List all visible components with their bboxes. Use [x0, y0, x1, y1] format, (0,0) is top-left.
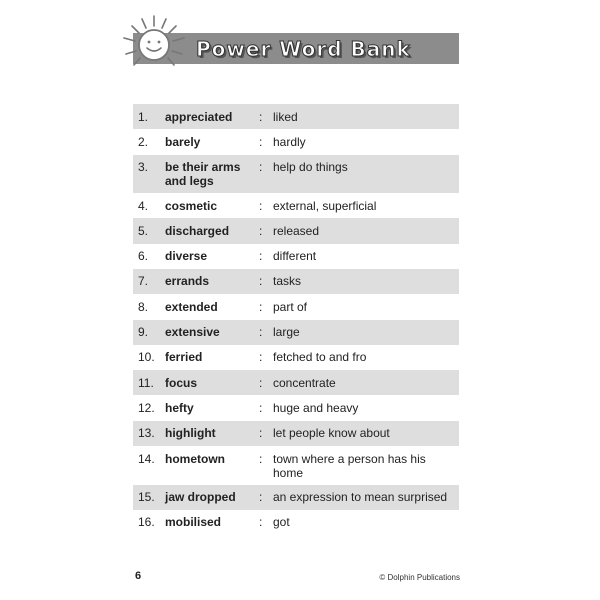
row-number: 13.	[138, 426, 155, 441]
row-number: 5.	[138, 223, 149, 238]
table-row	[133, 320, 459, 345]
vocabulary-word: diverse	[165, 249, 208, 264]
word-meaning: hardly	[273, 134, 306, 149]
vocabulary-word: cosmetic	[165, 198, 218, 213]
vocabulary-word: ferried	[165, 350, 203, 365]
row-number: 7.	[138, 274, 149, 289]
separator: :	[259, 350, 263, 365]
word-meaning: town where a person has his home	[273, 451, 426, 480]
word-meaning: help do things	[273, 160, 348, 175]
word-meaning: an expression to mean surprised	[273, 490, 448, 505]
separator: :	[259, 299, 263, 314]
separator: :	[259, 198, 263, 213]
separator: :	[259, 223, 263, 238]
vocabulary-word: focus	[165, 375, 198, 390]
separator: :	[259, 325, 263, 340]
row-number: 15.	[138, 490, 155, 505]
table-row	[133, 345, 459, 370]
vocabulary-word: barely	[165, 134, 201, 149]
word-meaning: concentrate	[273, 375, 336, 390]
table-row	[133, 155, 459, 194]
page-number: 6	[135, 570, 142, 582]
row-number: 4.	[138, 198, 149, 213]
vocabulary-word: be their arms and legs	[165, 160, 241, 189]
word-meaning: let people know about	[273, 426, 390, 441]
page-title: Power Word Bank	[196, 37, 411, 61]
table-row	[133, 129, 459, 154]
sun-icon	[118, 12, 190, 72]
row-number: 6.	[138, 249, 149, 264]
separator: :	[259, 134, 263, 149]
table-row	[133, 294, 459, 319]
row-number: 8.	[138, 299, 149, 314]
vocabulary-word: extended	[165, 299, 218, 314]
word-meaning: liked	[273, 109, 298, 124]
separator: :	[259, 400, 263, 415]
row-number: 16.	[138, 515, 155, 530]
vocabulary-word: highlight	[165, 426, 216, 441]
table-row	[133, 218, 459, 243]
word-bank-table	[133, 104, 459, 535]
table-row	[133, 395, 459, 420]
row-number: 14.	[138, 451, 155, 466]
separator: :	[259, 274, 263, 289]
row-number: 9.	[138, 325, 149, 340]
vocabulary-word: hometown	[165, 451, 225, 466]
row-number: 1.	[138, 109, 149, 124]
word-meaning: fetched to and fro	[273, 350, 367, 365]
table-row	[133, 244, 459, 269]
table-row	[133, 269, 459, 294]
vocabulary-word: mobilised	[165, 515, 222, 530]
vocabulary-word: hefty	[165, 400, 194, 415]
vocabulary-word: errands	[165, 274, 210, 289]
row-number: 2.	[138, 134, 149, 149]
table-row	[133, 421, 459, 446]
vocabulary-word: extensive	[165, 325, 220, 340]
word-meaning: got	[273, 515, 290, 530]
word-meaning: external, superficial	[273, 198, 377, 213]
word-meaning: large	[273, 325, 300, 340]
word-meaning: part of	[273, 299, 308, 314]
separator: :	[259, 160, 263, 175]
separator: :	[259, 426, 263, 441]
row-number: 3.	[138, 160, 149, 175]
separator: :	[259, 375, 263, 390]
separator: :	[259, 490, 263, 505]
separator: :	[259, 451, 263, 466]
row-number: 11.	[138, 375, 154, 390]
table-row	[133, 485, 459, 510]
table-row	[133, 370, 459, 395]
separator: :	[259, 249, 263, 264]
word-meaning: huge and heavy	[273, 400, 359, 415]
row-number: 10.	[138, 350, 155, 365]
table-row	[133, 446, 459, 485]
word-meaning: different	[273, 249, 317, 264]
vocabulary-word: discharged	[165, 223, 230, 238]
vocabulary-word: appreciated	[165, 109, 233, 124]
table-row	[133, 510, 459, 535]
publisher-credit: © Dolphin Publications	[379, 573, 460, 582]
table-row	[133, 104, 459, 129]
word-meaning: released	[273, 223, 320, 238]
separator: :	[259, 109, 263, 124]
word-meaning: tasks	[273, 274, 302, 289]
table-row	[133, 193, 459, 218]
vocabulary-word: jaw dropped	[165, 490, 236, 505]
row-number: 12.	[138, 400, 155, 415]
separator: :	[259, 515, 263, 530]
